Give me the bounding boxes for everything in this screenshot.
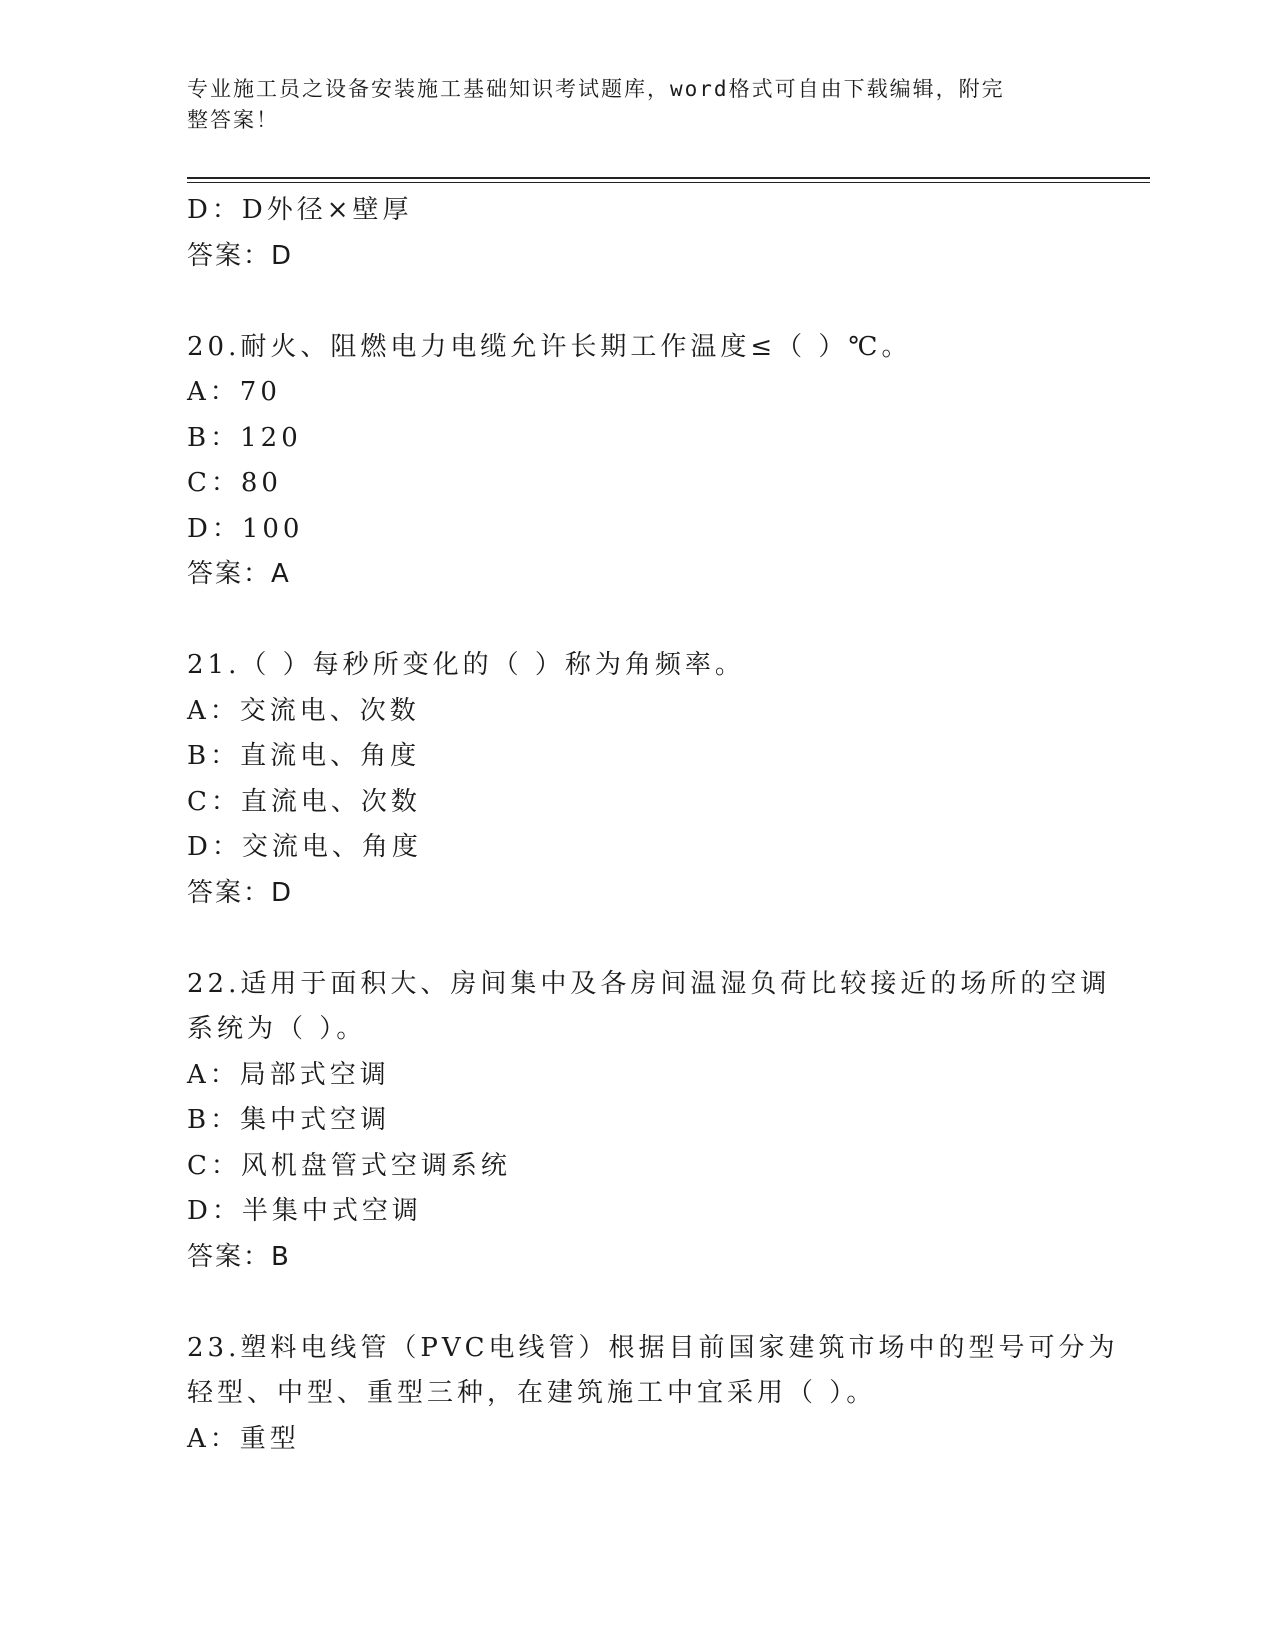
question-stem-line-2: 系统为（ ）。 bbox=[187, 1014, 367, 1044]
question-list bbox=[187, 188, 1119, 1462]
header-line-2: 整答案！ bbox=[187, 108, 279, 132]
page-header bbox=[187, 74, 1067, 136]
option-d: D：D外径×壁厚 bbox=[187, 195, 413, 225]
option-c: C：风机盘管式空调系统 bbox=[187, 1150, 511, 1181]
answer: 答案：A bbox=[187, 559, 291, 589]
question-stem-line-1: 23.塑料电线管（PVC电线管）根据目前国家建筑市场中的型号可分为 bbox=[187, 1332, 1119, 1363]
question-23 bbox=[187, 1326, 1119, 1463]
question-stem-line-2: 轻型、中型、重型三种，在建筑施工中宜采用（ ）。 bbox=[187, 1378, 877, 1408]
option-b: B：120 bbox=[187, 422, 302, 453]
question-stem: 21.（ ）每秒所变化的（ ）称为角频率。 bbox=[187, 650, 745, 680]
question-stem: 20.耐火、阻燃电力电缆允许长期工作温度≤（ ）℃。 bbox=[187, 331, 912, 362]
header-divider-thin bbox=[187, 182, 1150, 183]
option-b: B：集中式空调 bbox=[187, 1105, 391, 1135]
spacer bbox=[187, 1280, 1087, 1326]
option-a: A：重型 bbox=[187, 1423, 300, 1454]
option-d: D：100 bbox=[187, 513, 304, 544]
header-divider-thick bbox=[187, 177, 1150, 179]
spacer bbox=[187, 598, 1087, 644]
option-d: D：交流电、角度 bbox=[187, 832, 422, 862]
option-c: C：直流电、次数 bbox=[187, 786, 421, 817]
question-stem-line-1: 22.适用于面积大、房间集中及各房间温湿负荷比较接近的场所的空调 bbox=[187, 968, 1111, 999]
question-20 bbox=[187, 325, 1087, 598]
question-21 bbox=[187, 643, 1087, 916]
answer: 答案：B bbox=[187, 1241, 291, 1272]
answer: 答案：D bbox=[187, 240, 294, 271]
option-a: A：交流电、次数 bbox=[187, 695, 420, 726]
option-b: B：直流电、角度 bbox=[187, 741, 421, 771]
spacer bbox=[187, 916, 1087, 962]
answer: 答案：D bbox=[187, 877, 294, 908]
option-c: C：80 bbox=[187, 468, 282, 498]
spacer bbox=[187, 279, 1087, 325]
question-19-tail bbox=[187, 188, 1087, 279]
option-a: A：局部式空调 bbox=[187, 1059, 390, 1090]
option-a: A：70 bbox=[187, 377, 281, 407]
question-22 bbox=[187, 962, 1111, 1281]
header-line-1: 专业施工员之设备安装施工基础知识考试题库，word格式可自由下载编辑，附完 bbox=[187, 77, 1005, 101]
option-d: D：半集中式空调 bbox=[187, 1196, 422, 1226]
